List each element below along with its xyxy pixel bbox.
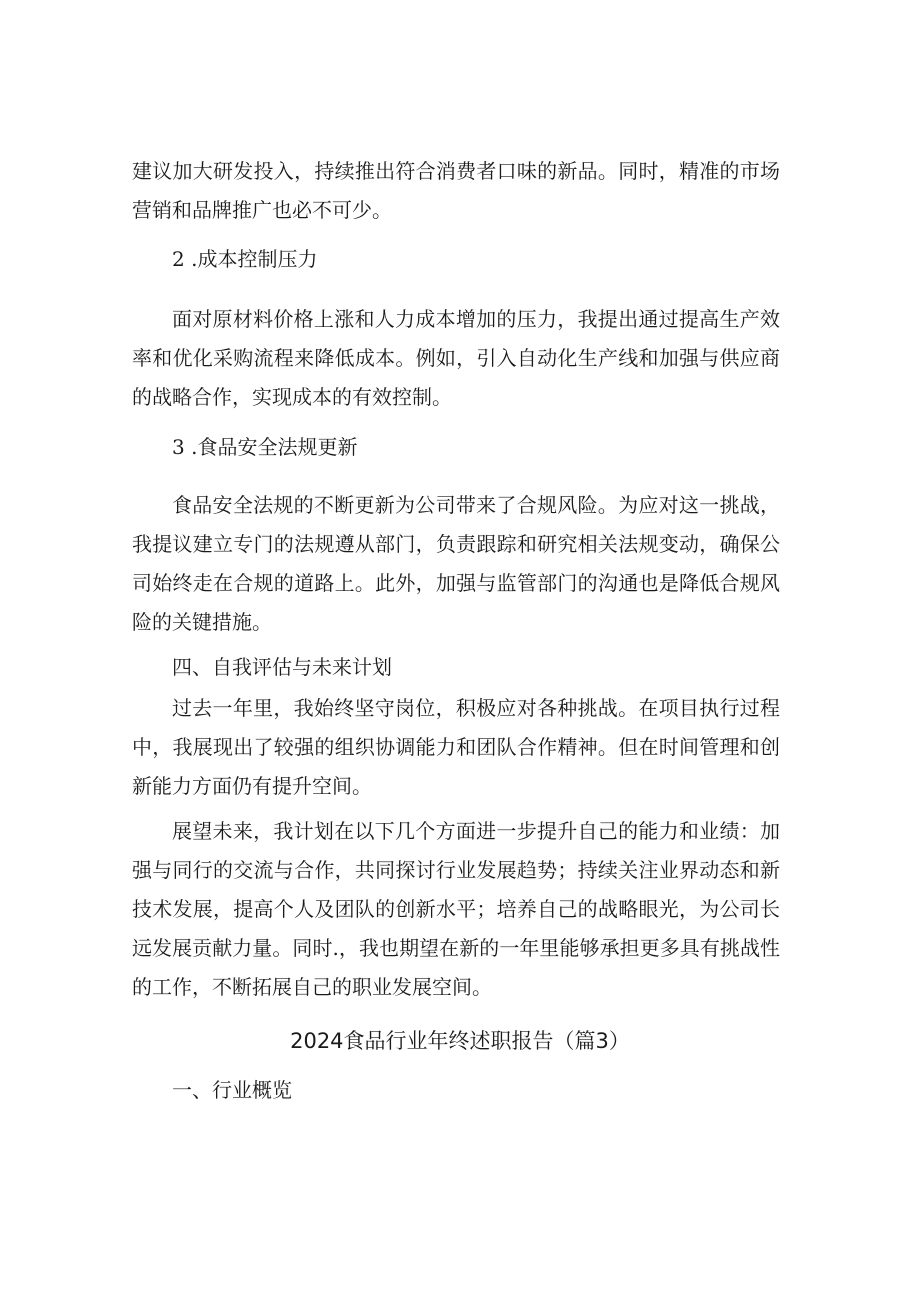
heading-self-assessment: 四、自我评估与未来计划	[172, 655, 392, 679]
heading-industry-overview: 一、行业概览	[172, 1078, 292, 1102]
heading-food-safety: 3 .食品安全法规更新	[172, 435, 358, 459]
paragraph-future-plan: 展望未来，我计划在以下几个方面进一步提升自己的能力和业绩：加强与同行的交流与合作，共同探讨行业发展趋势；持续关注业界动态和新技术发展，提高个人及团队的创新水平；培养自己的战略眼光，为公司长远发展贡献力量。同时.，我也期望在新的一年里能够承担更多具有挑战性的工作，不断拓展自己的职业发展空间。	[132, 819, 780, 999]
paragraph-self-assessment: 过去一年里，我始终坚守岗位，积极应对各种挑战。在项目执行过程中，我展现出了较强的组织协调能力和团队合作精神。但在时间管理和创新能力方面仍有提升空间。	[132, 696, 780, 798]
paragraph-food-safety: 食品安全法规的不断更新为公司带来了合规风险。为应对这一挑战，我提议建立专门的法规遵从部门，负责跟踪和研究相关法规变动，确保公司始终走在合规的道路上。此外，加强与监管部门的沟通也是降低合规风险的关键措施。	[132, 493, 780, 634]
paragraph-innovation: 建议加大研发投入，持续推出符合消费者口味的新品。同时，精准的市场营销和品牌推广也必不可少。	[132, 159, 780, 222]
heading-cost-control: 2 .成本控制压力	[172, 247, 318, 271]
report-title: 2024食品行业年终述职报告（篇3）	[290, 1029, 630, 1053]
paragraph-cost-control: 面对原材料价格上涨和人力成本增加的压力，我提出通过提高生产效率和优化采购流程来降低成本。例如，引入自动化生产线和加强与供应商的战略合作，实现成本的有效控制。	[132, 307, 780, 409]
